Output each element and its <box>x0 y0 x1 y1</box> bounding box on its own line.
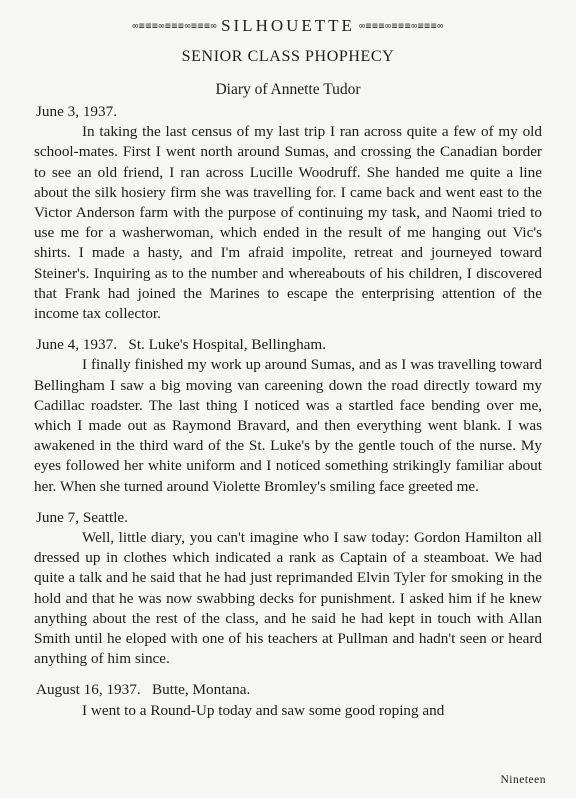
entry-1-date: June 3, 1937. <box>36 103 117 120</box>
entry-1-text: In taking the last census of my last trip I ran across quite a few of my old school-mates. First I went north around Sumas, and crossing the Canadian border to see an old friend, I ran across Lucille Woodruff. She handed me quite a line about the silk hosiery firm she was travelling for. I came back and went east to the Victor Anderson farm with the purpose of continuing my task, and Naomi tried to use me for a washerwoman, which ended in the result of me hanging out Vic's shirts. I made a hasty, and I'm afraid impolite, retreat and journeyed toward Steiner's. Inquiring as to the number and whereabouts of his children, I discovered that Frank had joined the Marines to escape the enterprising attention of the income tax collector. <box>34 123 542 323</box>
entry-3-text: Well, little diary, you can't imagine who I saw today: Gordon Hamilton all dressed up in clothes which indicated a rank as Captain of a steamboat. We had quite a talk and he said that he had just reprimanded Elvin Tyler for smoking in the hold and that he was now swabbing decks for punishment. I asked him if he knew anything about the rest of the class, and he said he had kept in touch with Allan Smith until he eloped with one of his teachers at Pullman and hadn't seen or heard anything of him since. <box>34 529 542 668</box>
entry-3-date: June 7, Seattle. <box>36 508 128 526</box>
entry-2-text: I finally finished my work up around Sumas, and as I was travelling toward Bellingham I saw a big moving van careening down the road directly toward my Cadillac roadster. The last thing I noticed was a startled face bending over me, which I made out as Raymond Bravard, and then everything went blank. I was awakened in the third ward of the St. Luke's by the gentle touch of the nurse. My eyes followed her white uniform and I noticed something strikingly familiar about her. When she turned around Violette Bromley's smiling face greeted me. <box>34 356 542 495</box>
diary-content <box>34 102 542 721</box>
masthead-title: SILHOUETTE <box>221 16 355 35</box>
entry-4-text: I went to a Round-Up today and saw some good roping and <box>82 701 445 719</box>
page-number: Nineteen <box>500 774 546 786</box>
page-title: SENIOR CLASS PHOPHECY <box>181 48 395 65</box>
entry-4-date: August 16, 1937. Butte, Montana. <box>36 681 251 699</box>
page-header <box>0 16 576 36</box>
entry-2-date: June 4, 1937. St. Luke's Hospital, Bellingham. <box>36 336 327 354</box>
ornament-right: ∞≡≡≡∞≡≡≡∞≡≡≡∞ <box>358 20 444 32</box>
page-subtitle: Diary of Annette Tudor <box>215 81 361 98</box>
ornament-left: ∞≡≡≡∞≡≡≡∞≡≡≡∞ <box>132 20 218 32</box>
